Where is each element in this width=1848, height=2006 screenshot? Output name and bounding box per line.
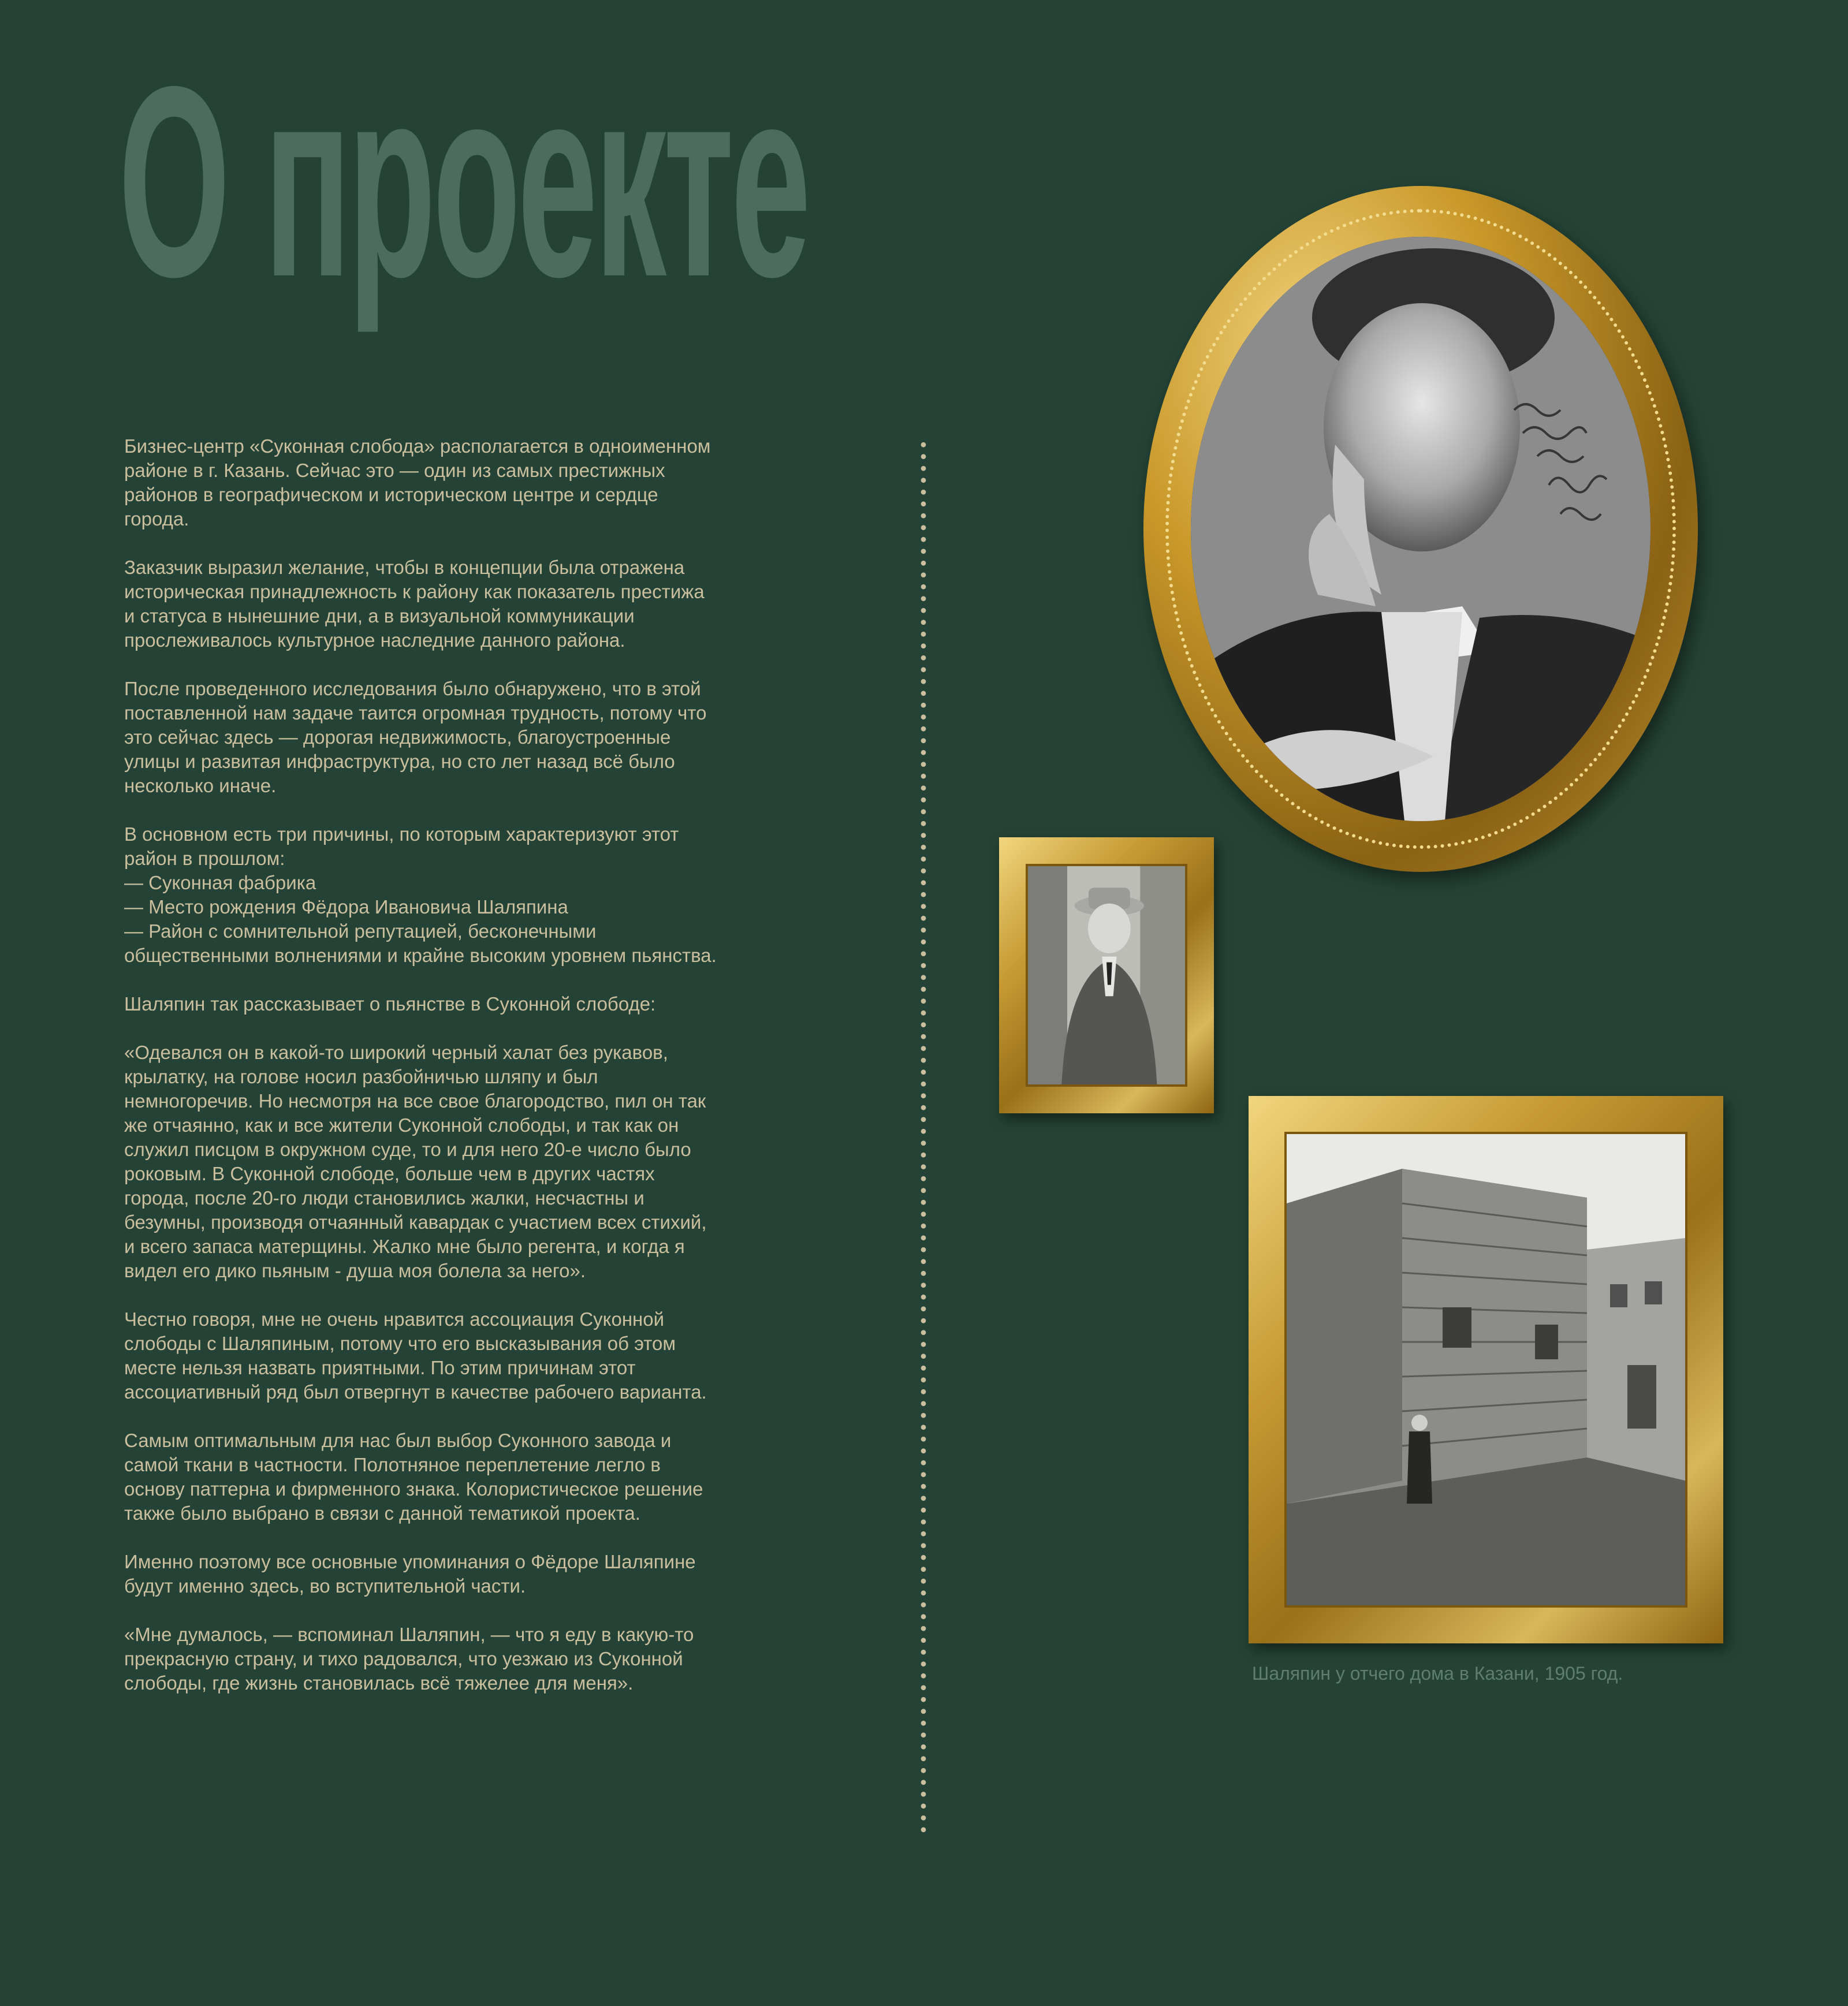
- page-title: О проекте: [118, 30, 808, 333]
- dotted-divider: [921, 439, 926, 1836]
- paragraph-three-reasons: В основном есть три причины, по которым характеризуют этот район в прошлом: — Суконная фабрика — Место рождения Фёдора Ивановича Шаляпина — Район с сомнительной репутацией, бесконечными общественными волнениями и крайне высоким уровнем пьянства.: [124, 823, 717, 966]
- photo-caption: Шаляпин у отчего дома в Казани, 1905 год.: [1252, 1663, 1623, 1684]
- wooden-house-illustration: [1287, 1134, 1685, 1605]
- small-photo: [1026, 864, 1187, 1087]
- paragraph-mentions: Именно поэтому все основные упоминания о Фёдоре Шаляпине будут именно здесь, во вступительной части.: [124, 1551, 696, 1597]
- paragraph-client-wish: Заказчик выразил желание, чтобы в концепции была отражена историческая принадлежность к району как показатель престижа и статуса в нынешние дни, а в визуальной коммуникации прослеживалось культурное наследние данного района.: [124, 557, 705, 651]
- paragraph-choice: Самым оптимальным для нас был выбор Суконного завода и самой ткани в частности. Полотняное переплетение легло в основу паттерна и фирменного знака. Колористическое решение также было выбрано в связи с данной тематикой проекта.: [124, 1430, 703, 1524]
- portrait-photo: [1191, 237, 1650, 821]
- paragraph-intro: Бизнес-центр «Суконная слобода» располагается в одноименном районе в г. Казань. Сейчас это — один из самых престижных районов в географическом и историческом центре и сердце города.: [124, 435, 711, 530]
- small-photo-frame: [999, 837, 1214, 1113]
- oval-portrait-frame: [1143, 186, 1698, 872]
- paragraph-research: После проведенного исследования было обнаружено, что в этой поставленной нам задаче таится огромная трудность, потому что это сейчас здесь — дорогая недвижимость, благоустроенные улицы и развитая инфраструктура, но сто лет назад всё было несколько иначе.: [124, 678, 707, 796]
- paragraph-quote-regent: «Одевался он в какой-то широкий черный халат без рукавов, крылатку, на голове носил разбойничью шляпу и был немногоречив. Но несмотря на все свое благородство, пил он так же отчаянно, как и все жители Суконной слободы, и так как он служил писцом в окружном суде, то и для него 20-е число было роковым. В Суконной слободе, больше чем в других частях города, после 20-го люди становились жалки, несчастны и безумны, производя отчаянный кавардак с участием всех стихий, и всего запаса матерщины. Жалко мне было регента, и когда я видел его дико пьяным - душа моя болела за него».: [124, 1042, 707, 1281]
- paragraph-quote-leaving: «Мне думалось, — вспоминал Шаляпин, — что я еду в какую-то прекрасную страну, и тихо радовался, что уезжаю из Суконной слободы, где жизнь становилась всё тяжелее для меня».: [124, 1624, 694, 1694]
- house-photo: [1284, 1132, 1687, 1608]
- paragraph-association: Честно говоря, мне не очень нравится ассоциация Суконной слободы с Шаляпиным, потому что его высказывания об этом месте нельзя назвать приятными. По этим причинам этот ассоциативный ряд был отвергнут в качестве рабочего варианта.: [124, 1308, 707, 1403]
- man-in-hat-illustration: [1028, 866, 1185, 1084]
- portrait-illustration: [1191, 237, 1650, 821]
- article-body: [124, 434, 811, 1720]
- large-photo-frame: [1249, 1096, 1723, 1643]
- paragraph-quote-intro: Шаляпин так рассказывает о пьянстве в Суконной слободе:: [124, 993, 656, 1015]
